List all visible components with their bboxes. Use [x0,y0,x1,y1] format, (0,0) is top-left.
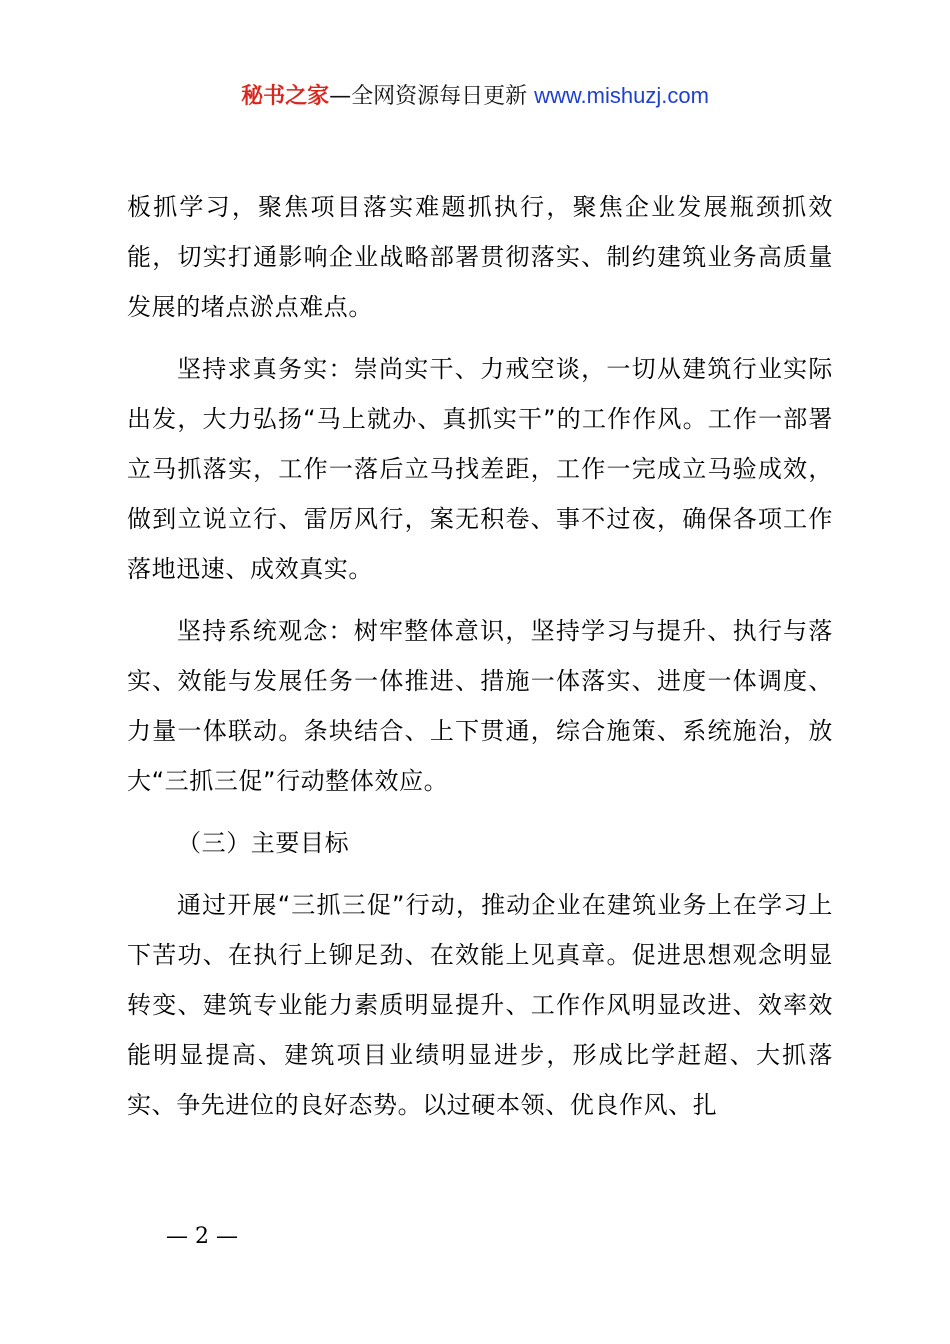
header-tagline: —全网资源每日更新 [329,84,535,109]
site-url[interactable]: www.mishuzj.com [534,83,709,108]
paragraph-seek-truth: 坚持求真务实：崇尚实干、力戒空谈，一切从建筑行业实际出发，大力弘扬“马上就办、真抓实干”的工作作风。工作一部署立马抓落实，工作一落后立马找差距，工作一完成立马验成效，做到立说立行、雷厉风行，案无积卷、事不过夜，确保各项工作落地迅速、成效真实。 [127,355,833,583]
site-header [0,78,950,115]
page-number: — 2 — [166,1224,238,1249]
paragraph-system-concept: 坚持系统观念：树牢整体意识，坚持学习与提升、执行与落实、效能与发展任务一体推进、措施一体落实、进度一体调度、力量一体联动。条块结合、上下贯通，综合施策、系统施治，放大“三抓三促”行动整体效应。 [127,617,833,795]
paragraph-main-goals: 通过开展“三抓三促”行动，推动企业在建筑业务上在学习上下苦功、在执行上铆足劲、在效能上见真章。促进思想观念明显转变、建筑专业能力素质明显提升、工作作风明显改进、效率效能明显提高、建筑项目业绩明显进步，形成比学赶超、大抓落实、争先进位的良好态势。以过硬本领、优良作风、扎 [127,891,833,1119]
brand-name: 秘书之家 [241,84,330,109]
document-body [127,182,833,1130]
paragraph-continued: 板抓学习，聚焦项目落实难题抓执行，聚焦企业发展瓶颈抓效能，切实打通影响企业战略部署贯彻落实、制约建筑业务高质量发展的堵点淤点难点。 [127,193,833,321]
section-heading-main-goals: （三）主要目标 [177,829,350,857]
